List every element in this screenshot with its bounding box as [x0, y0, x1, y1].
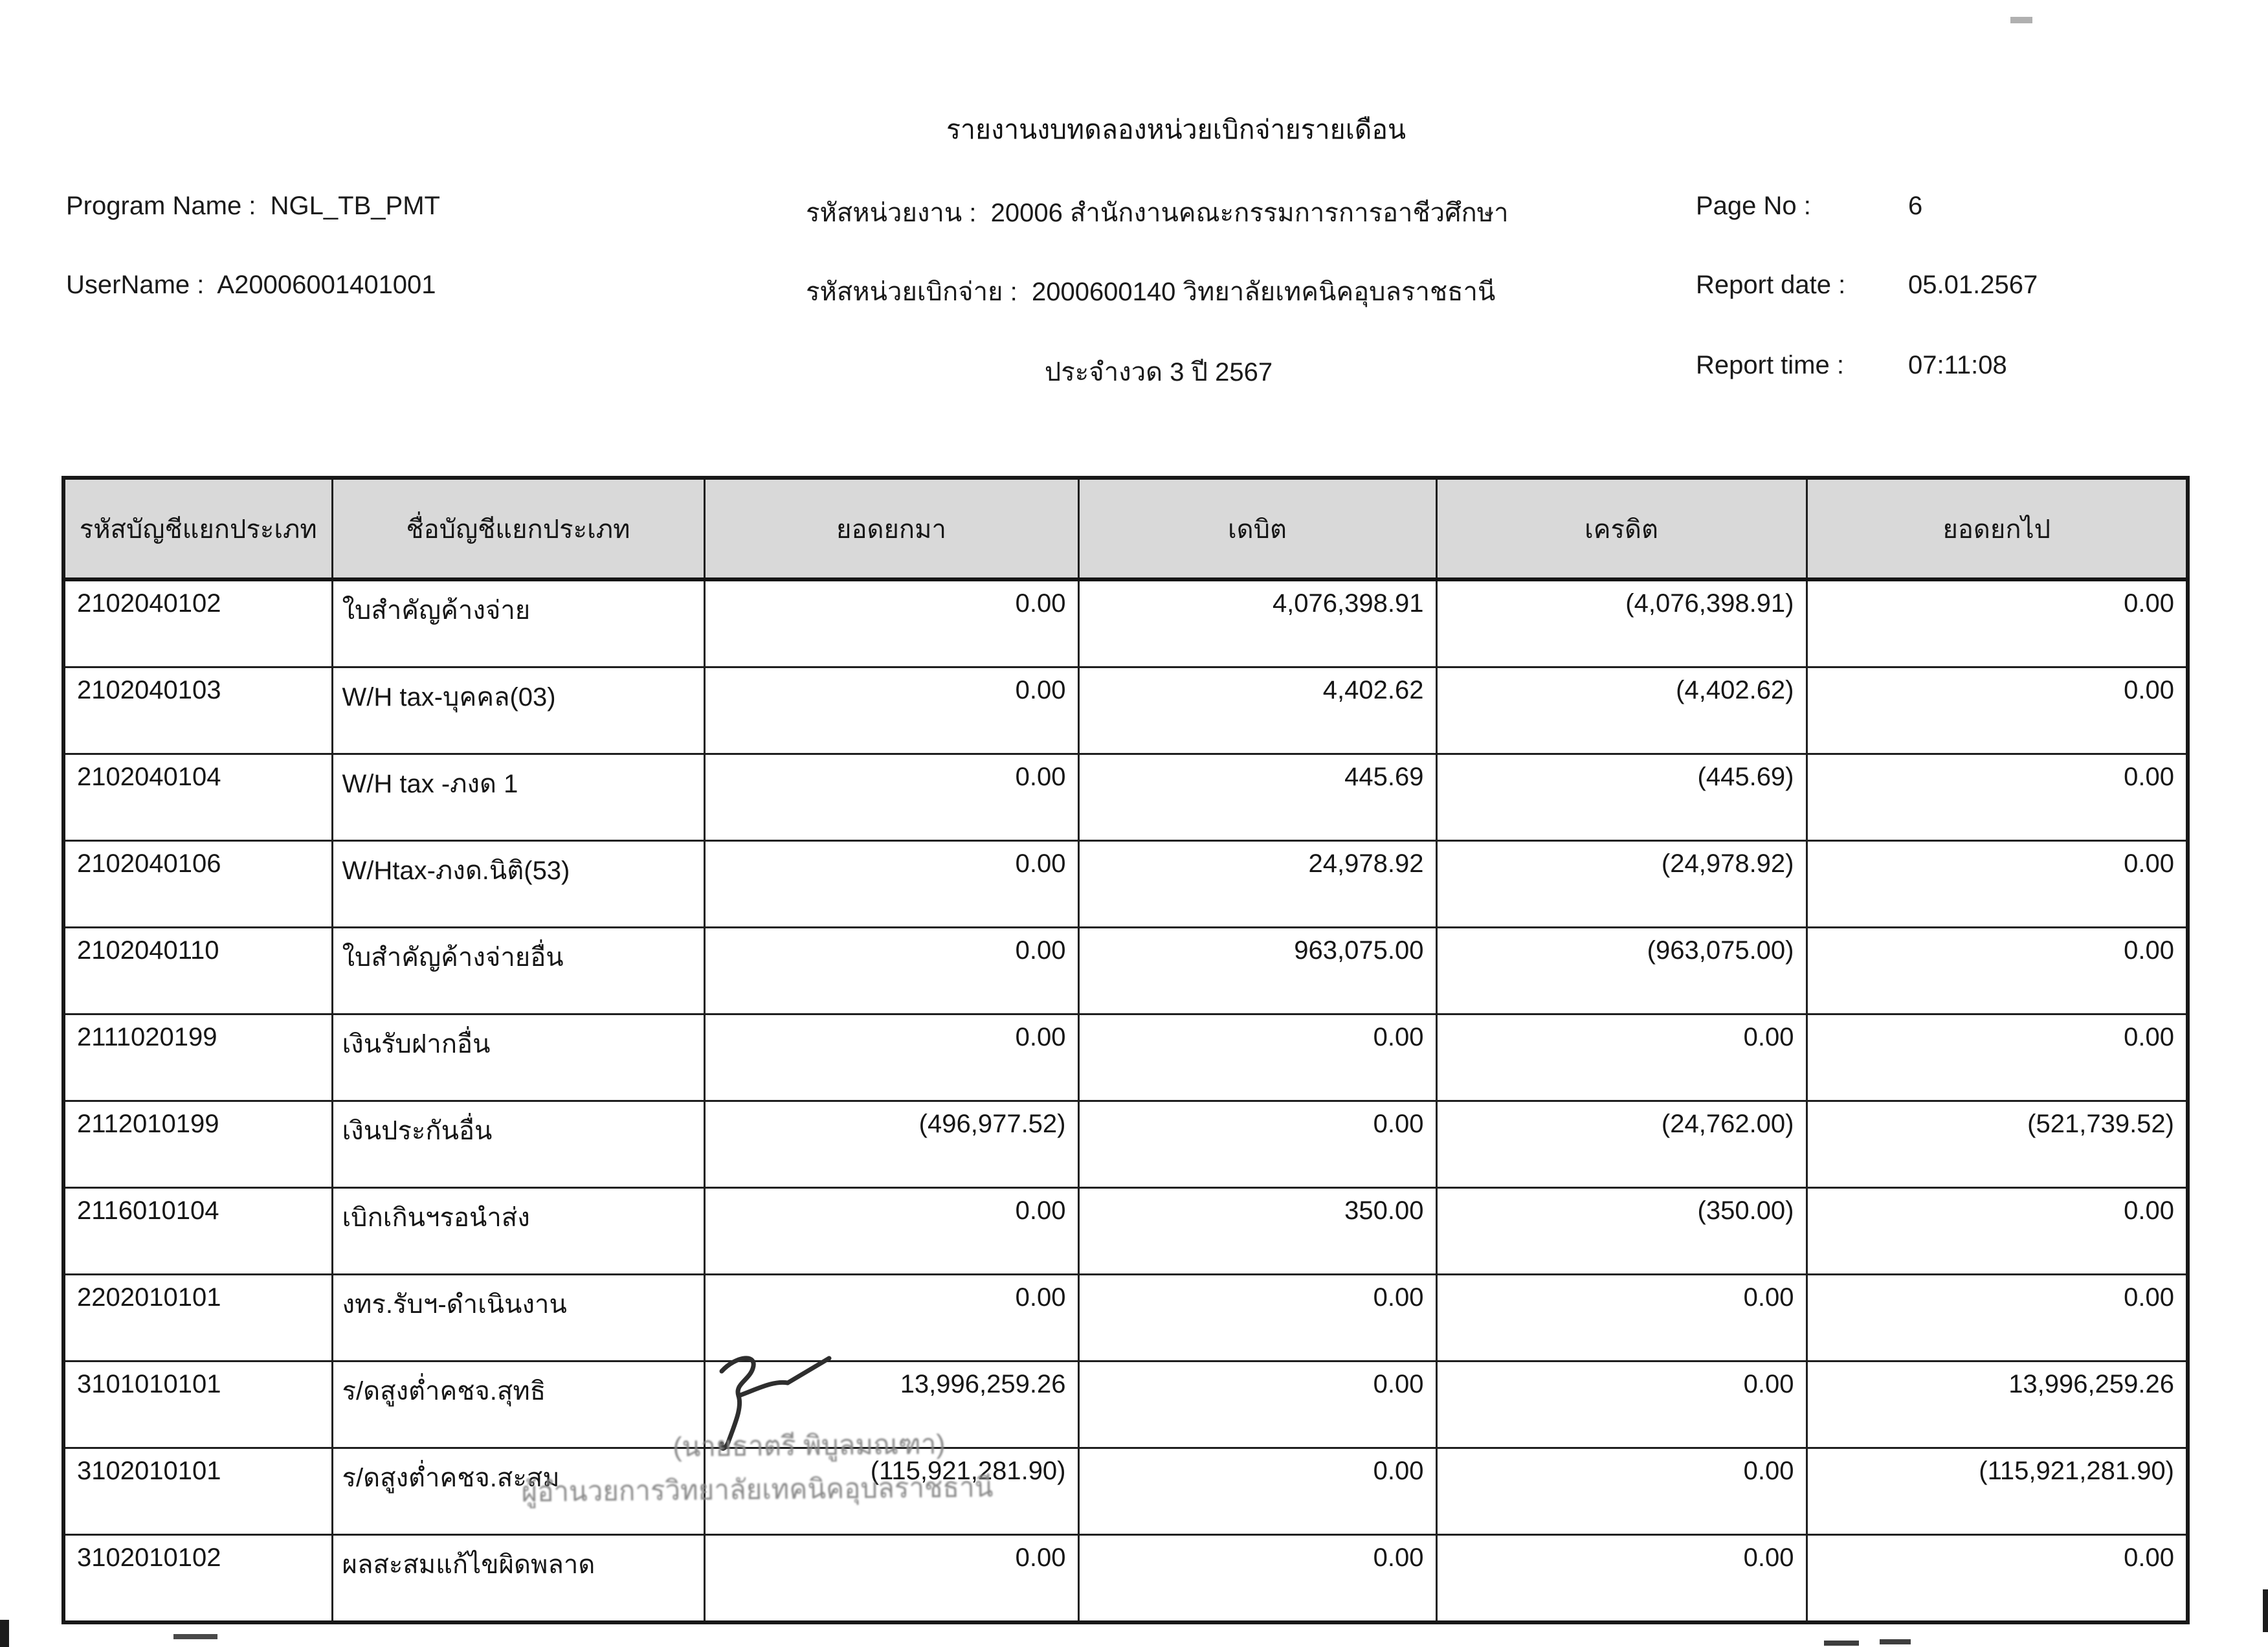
- account-name: เบิกเกินฯรอนำส่ง: [332, 1188, 704, 1275]
- table-row: [63, 928, 2188, 1014]
- credit-amount: (4,402.62): [1436, 667, 1807, 754]
- brought-forward-amount: 0.00: [704, 667, 1078, 754]
- org-code-value: 20006 สำนักงานคณะกรรมการการอาชีวศึกษา: [990, 199, 1509, 227]
- account-name: W/Htax-ภงด.นิติ(53): [332, 841, 704, 928]
- carried-forward-amount: 0.00: [1807, 579, 2188, 667]
- scan-artifact: [2010, 17, 2032, 23]
- credit-amount: (350.00): [1436, 1188, 1807, 1275]
- debit-amount: 0.00: [1078, 1361, 1436, 1448]
- page-no-value: 6: [1908, 192, 1923, 220]
- account-code: 2202010101: [63, 1275, 332, 1361]
- table-row: [63, 579, 2188, 667]
- account-name: W/H tax -ภงด 1: [332, 754, 704, 841]
- account-code: 2111020199: [63, 1014, 332, 1101]
- account-name: ใบสำคัญค้างจ่ายอื่น: [332, 928, 704, 1014]
- credit-amount: 0.00: [1436, 1361, 1807, 1448]
- brought-forward-amount: (496,977.52): [704, 1101, 1078, 1188]
- col-header-debit: เดบิต: [1078, 478, 1436, 579]
- debit-amount: 24,978.92: [1078, 841, 1436, 928]
- account-name: เงินรับฝากอื่น: [332, 1014, 704, 1101]
- report-date-label: Report date :: [1696, 271, 1846, 299]
- table-row: [63, 1361, 2188, 1448]
- debit-amount: 0.00: [1078, 1275, 1436, 1361]
- table-header-row: [63, 478, 2188, 579]
- debit-amount: 350.00: [1078, 1188, 1436, 1275]
- debit-amount: 963,075.00: [1078, 928, 1436, 1014]
- table-row: [63, 841, 2188, 928]
- col-header-account-name: ชื่อบัญชีแยกประเภท: [332, 478, 704, 579]
- disb-unit-code-label: รหัสหน่วยเบิกจ่าย :: [806, 278, 1017, 306]
- debit-amount: 4,076,398.91: [1078, 579, 1436, 667]
- brought-forward-amount: 0.00: [704, 579, 1078, 667]
- period-line: ประจำงวด 3 ปี 2567: [1044, 358, 1273, 387]
- carried-forward-amount: 13,996,259.26: [1807, 1361, 2188, 1448]
- account-code: 2102040103: [63, 667, 332, 754]
- credit-amount: (24,762.00): [1436, 1101, 1807, 1188]
- brought-forward-amount: 0.00: [704, 1535, 1078, 1623]
- disb-unit-code-value: 2000600140 วิทยาลัยเทคนิคอุบลราชธานี: [1031, 278, 1496, 306]
- report-time-value: 07:11:08: [1908, 351, 2007, 379]
- account-name: งทร.รับฯ-ดำเนินงาน: [332, 1275, 704, 1361]
- account-code: 2112010199: [63, 1101, 332, 1188]
- account-code: 2116010104: [63, 1188, 332, 1275]
- credit-amount: 0.00: [1436, 1448, 1807, 1535]
- report-date-value: 05.01.2567: [1908, 271, 2038, 299]
- account-code: 3102010102: [63, 1535, 332, 1623]
- carried-forward-amount: 0.00: [1807, 667, 2188, 754]
- account-name: ร/ดสูงต่ำคชจ.สะสม: [332, 1448, 704, 1535]
- scan-artifact: [1824, 1641, 1859, 1646]
- program-name-value: NGL_TB_PMT: [270, 192, 440, 220]
- carried-forward-amount: 0.00: [1807, 1014, 2188, 1101]
- account-code: 2102040104: [63, 754, 332, 841]
- carried-forward-amount: 0.00: [1807, 928, 2188, 1014]
- col-header-brought-forward: ยอดยกมา: [704, 478, 1078, 579]
- scan-artifact: [173, 1634, 217, 1639]
- carried-forward-amount: 0.00: [1807, 1535, 2188, 1623]
- debit-amount: 0.00: [1078, 1535, 1436, 1623]
- carried-forward-amount: 0.00: [1807, 754, 2188, 841]
- brought-forward-amount: (115,921,281.90): [704, 1448, 1078, 1535]
- username-value: A20006001401001: [217, 271, 436, 299]
- carried-forward-amount: 0.00: [1807, 841, 2188, 928]
- brought-forward-amount: 0.00: [704, 754, 1078, 841]
- credit-amount: (445.69): [1436, 754, 1807, 841]
- carried-forward-amount: 0.00: [1807, 1188, 2188, 1275]
- table-row: [63, 1014, 2188, 1101]
- scan-artifact: [1880, 1639, 1911, 1644]
- org-code-line: [806, 192, 1509, 233]
- brought-forward-amount: 0.00: [704, 1275, 1078, 1361]
- page-no-label: Page No :: [1696, 192, 1811, 220]
- account-name: ร/ดสูงต่ำคชจ.สุทธิ: [332, 1361, 704, 1448]
- debit-amount: 4,402.62: [1078, 667, 1436, 754]
- username-label: UserName :: [66, 271, 205, 299]
- col-header-account-code: รหัสบัญชีแยกประเภท: [63, 478, 332, 579]
- program-name-label: Program Name :: [66, 192, 256, 220]
- brought-forward-amount: 0.00: [704, 1014, 1078, 1101]
- program-name-line: [66, 192, 440, 221]
- username-line: [66, 271, 436, 300]
- account-code: 2102040110: [63, 928, 332, 1014]
- account-name: ผลสะสมแก้ไขผิดพลาด: [332, 1535, 704, 1623]
- credit-amount: 0.00: [1436, 1535, 1807, 1623]
- account-name: W/H tax-บุคคล(03): [332, 667, 704, 754]
- brought-forward-amount: 0.00: [704, 841, 1078, 928]
- debit-amount: 0.00: [1078, 1448, 1436, 1535]
- brought-forward-amount: 0.00: [704, 928, 1078, 1014]
- credit-amount: (24,978.92): [1436, 841, 1807, 928]
- stamp-signer-title: ผู้อำนวยการวิทยาลัยเทคนิคอุบลราชธานี: [521, 1472, 994, 1507]
- table-row: [63, 754, 2188, 841]
- account-code: 3102010101: [63, 1448, 332, 1535]
- org-code-label: รหัสหน่วยงาน :: [806, 199, 977, 227]
- carried-forward-amount: 0.00: [1807, 1275, 2188, 1361]
- table-row: [63, 1101, 2188, 1188]
- account-code: 2102040106: [63, 841, 332, 928]
- brought-forward-amount: 0.00: [704, 1188, 1078, 1275]
- credit-amount: 0.00: [1436, 1014, 1807, 1101]
- debit-amount: 0.00: [1078, 1014, 1436, 1101]
- table-row: [63, 1448, 2188, 1535]
- scan-artifact: [2263, 1589, 2268, 1632]
- table-row: [63, 1188, 2188, 1275]
- credit-amount: (963,075.00): [1436, 928, 1807, 1014]
- debit-amount: 445.69: [1078, 754, 1436, 841]
- disb-unit-code-line: [806, 271, 1495, 312]
- col-header-credit: เครดิต: [1436, 478, 1807, 579]
- col-header-carried-forward: ยอดยกไป: [1807, 478, 2188, 579]
- scan-artifact: [0, 1620, 9, 1647]
- credit-amount: 0.00: [1436, 1275, 1807, 1361]
- account-code: 3101010101: [63, 1361, 332, 1448]
- debit-amount: 0.00: [1078, 1101, 1436, 1188]
- trial-balance-table: [61, 476, 2190, 1624]
- carried-forward-amount: (115,921,281.90): [1807, 1448, 2188, 1535]
- carried-forward-amount: (521,739.52): [1807, 1101, 2188, 1188]
- brought-forward-amount: 13,996,259.26: [704, 1361, 1078, 1448]
- credit-amount: (4,076,398.91): [1436, 579, 1807, 667]
- account-name: ใบสำคัญค้างจ่าย: [332, 579, 704, 667]
- report-time-label: Report time :: [1696, 351, 1844, 379]
- account-name: เงินประกันอื่น: [332, 1101, 704, 1188]
- page-title: รายงานงบทดลองหน่วยเบิกจ่ายรายเดือน: [946, 115, 1406, 144]
- table-row: [63, 1535, 2188, 1623]
- table-row: [63, 667, 2188, 754]
- table-row: [63, 1275, 2188, 1361]
- account-code: 2102040102: [63, 579, 332, 667]
- stamp-signer-name: (นายธาตรี พิบูลมณฑา): [673, 1428, 946, 1462]
